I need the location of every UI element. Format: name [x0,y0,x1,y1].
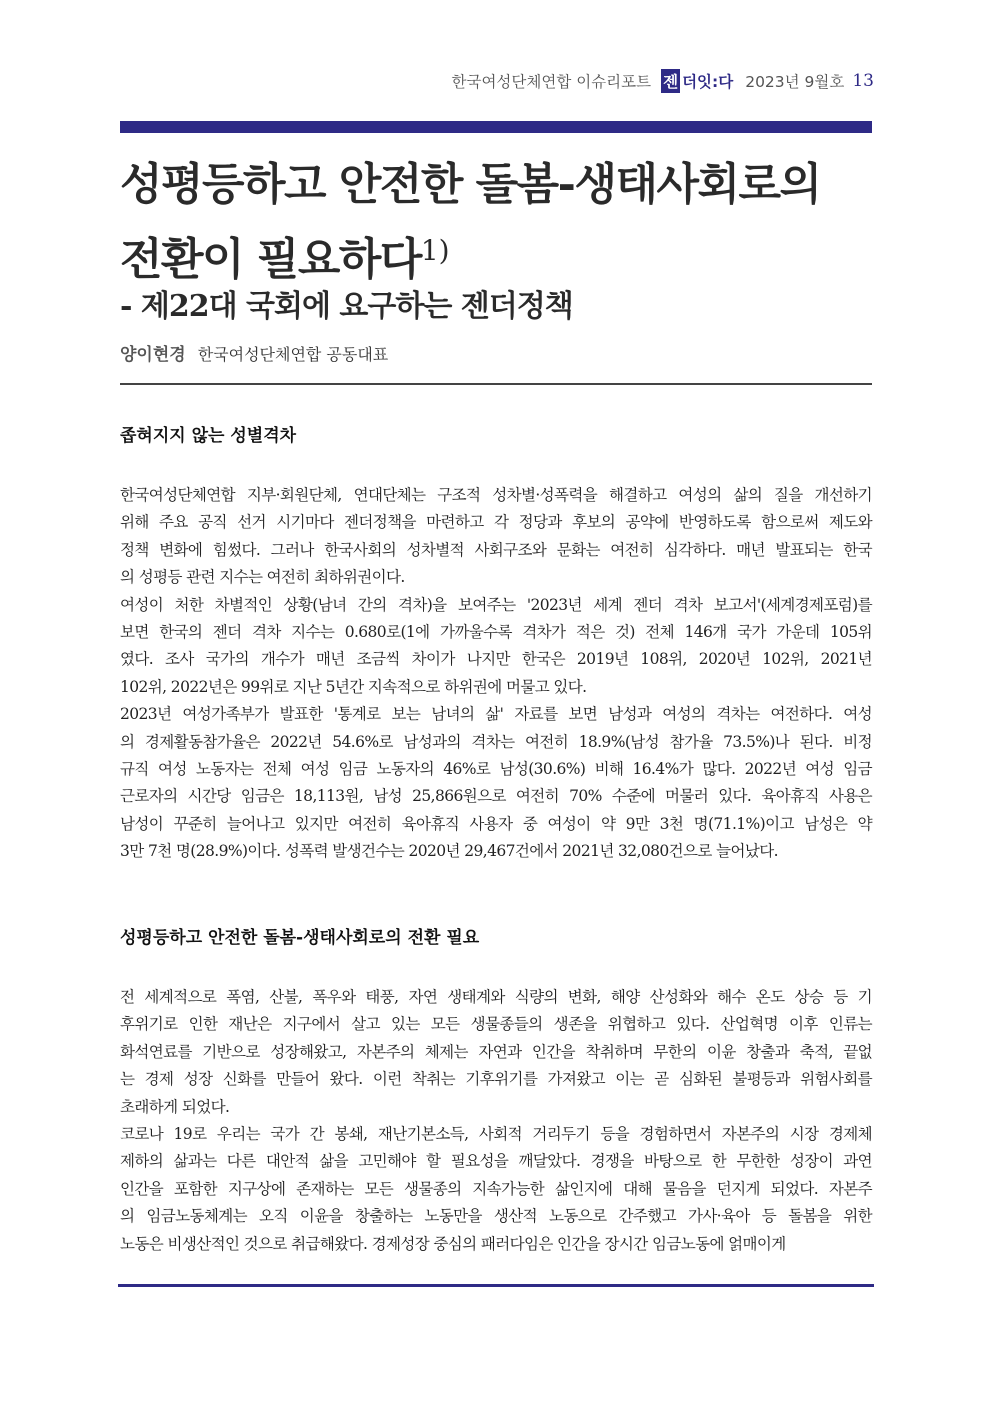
paragraph-line: 코로나 19로 우리는 국가 간 봉쇄, 재난기본소득, 사회적 거리두기 등을 경험하면서 자본주의 시장 경제체 [120,1125,872,1144]
title-line-1: 성평등하고 안전한 돌봄-생태사회로의 [120,159,821,210]
paragraph-line: 화석연료를 기반으로 성장해왔고, 자본주의 체제는 자연과 인간을 착취하며 무한의 이윤 창출과 축적, 끝없 [120,1042,872,1061]
article-title [120,152,880,293]
paragraph-line: 정책 변화에 힘썼다. 그러나 한국사회의 성차별적 사회구조와 문화는 여전히 심각하다. 매년 발표되는 한국 [120,540,872,559]
paragraph-line: 전 세계적으로 폭염, 산불, 폭우와 태풍, 자연 생태계와 식량의 변화, 해양 산성화와 해수 온도 상승 등 기 [120,988,872,1006]
brand-logo-part2: 더잇:다 [682,73,734,91]
brand-logo-part1: 젠 [661,69,680,93]
paragraph-line: 노동은 비생산적인 것으로 취급해왔다. 경제성장 중심의 패러다임은 인간을 장시간 임금노동에 얽매이게 [120,1234,786,1253]
publisher-name: 한국여성단체연합 이슈리포트 [451,73,652,91]
issue-date: 2023년 9월호 [745,73,845,91]
paragraph-line: 의 성평등 관련 지수는 여전히 최하위권이다. [120,568,405,587]
paragraph-line: 후위기로 인한 재난은 지구에서 살고 있는 모든 생물종들의 생존을 위협하고 있다. 산업혁명 이후 인류는 [120,1015,872,1034]
paragraph-line: 보면 한국의 젠더 격차 지수는 0.680로(1에 가까울수록 격차가 적은 것) 전체 146개 국가 가운데 105위 [120,623,872,642]
paragraph-line: 는 경제 성장 신화를 만들어 왔다. 이런 착취는 기후위기를 가져왔고 이는 곧 심화된 불평등과 위험사회를 [120,1070,872,1089]
paragraph-line: 인간을 포함한 지구상에 존재하는 모든 생물종의 지속가능한 삶인지에 대해 물음을 던지게 되었다. 자본주 [120,1179,872,1198]
brand-logo [661,69,735,93]
section-heading: 좁혀지지 않는 성별격차 [120,426,297,446]
author-name: 양이현경 [120,345,186,365]
byline-divider [120,383,872,385]
top-accent-bar [120,121,872,133]
paragraph-line: 남성이 꾸준히 늘어나고 있지만 여전히 육아휴직 사용자 중 여성이 약 9만 3천 명(71.1%)이고 남성은 약 [120,814,872,833]
running-header [452,68,874,94]
author-affiliation: 한국여성단체연합 공동대표 [197,345,389,364]
paragraph-line: 한국여성단체연합 지부·회원단체, 연대단체는 구조적 성차별·성폭력을 해결하고 여성의 삶의 질을 개선하기 [120,486,872,504]
paragraph-line: 2023년 여성가족부가 발표한 '통계로 보는 남녀의 삶' 자료를 보면 남성과 여성의 격차는 여전하다. 여성 [120,705,872,724]
paragraph-line: 102위, 2022년은 99위로 지난 5년간 지속적으로 하위권에 머물고 있다. [120,677,587,696]
section-heading: 성평등하고 안전한 돌봄-생태사회로의 전환 필요 [120,928,480,948]
title-footnote-ref[interactable]: 1) [420,234,450,267]
title-line-2: 전환이 필요하다 [120,234,421,285]
page-number: 13 [852,71,874,91]
section-body [120,482,872,866]
paragraph-line: 초래하게 되었다. [120,1097,230,1116]
paragraph-line: 여성이 처한 차별적인 상황(남녀 간의 격차)을 보여주는 '2023년 세계 젠더 격차 보고서'(세계경제포럼)를 [120,595,872,614]
paragraph-line: 3만 7천 명(28.9%)이다. 성폭력 발생건수는 2020년 29,467건에서 2021년 32,080건으로 늘어났다. [120,842,778,861]
paragraph-line: 제하의 삶과는 다른 대안적 삶을 고민해야 할 필요성을 깨달았다. 경쟁을 바탕으로 한 무한한 성장이 과연 [120,1152,872,1171]
bottom-accent-rule [118,1284,874,1287]
paragraph-line: 위해 주요 공직 선거 시기마다 젠더정책을 마련하고 각 정당과 후보의 공약에 반영하도록 함으로써 제도와 [120,513,872,532]
article-subtitle: - 제22대 국회에 요구하는 젠더정책 [120,289,573,324]
paragraph-line: 의 임금노동체계는 오직 이윤을 창출하는 노동만을 생산적 노동으로 간주했고 가사·육아 등 돌봄을 위한 [120,1207,872,1226]
paragraph-line: 의 경제활동참가율은 2022년 54.6%로 남성과의 격차는 여전히 18.9%(남성 참가율 73.5%)나 된다. 비정 [120,732,872,751]
paragraph-line: 근로자의 시간당 임금은 18,113원, 남성 25,866원으로 여전히 70% 수준에 머물러 있다. 육아휴직 사용은 [120,787,872,806]
section-body [120,984,872,1258]
paragraph-line: 였다. 조사 국가의 개수가 매년 조금씩 차이가 나지만 한국은 2019년 108위, 2020년 102위, 2021년 [120,650,872,669]
author-byline [120,342,388,368]
paragraph-line: 규직 여성 노동자는 전체 여성 임금 노동자의 46%로 남성(30.6%) 비해 16.4%가 많다. 2022년 여성 임금 [120,760,872,779]
